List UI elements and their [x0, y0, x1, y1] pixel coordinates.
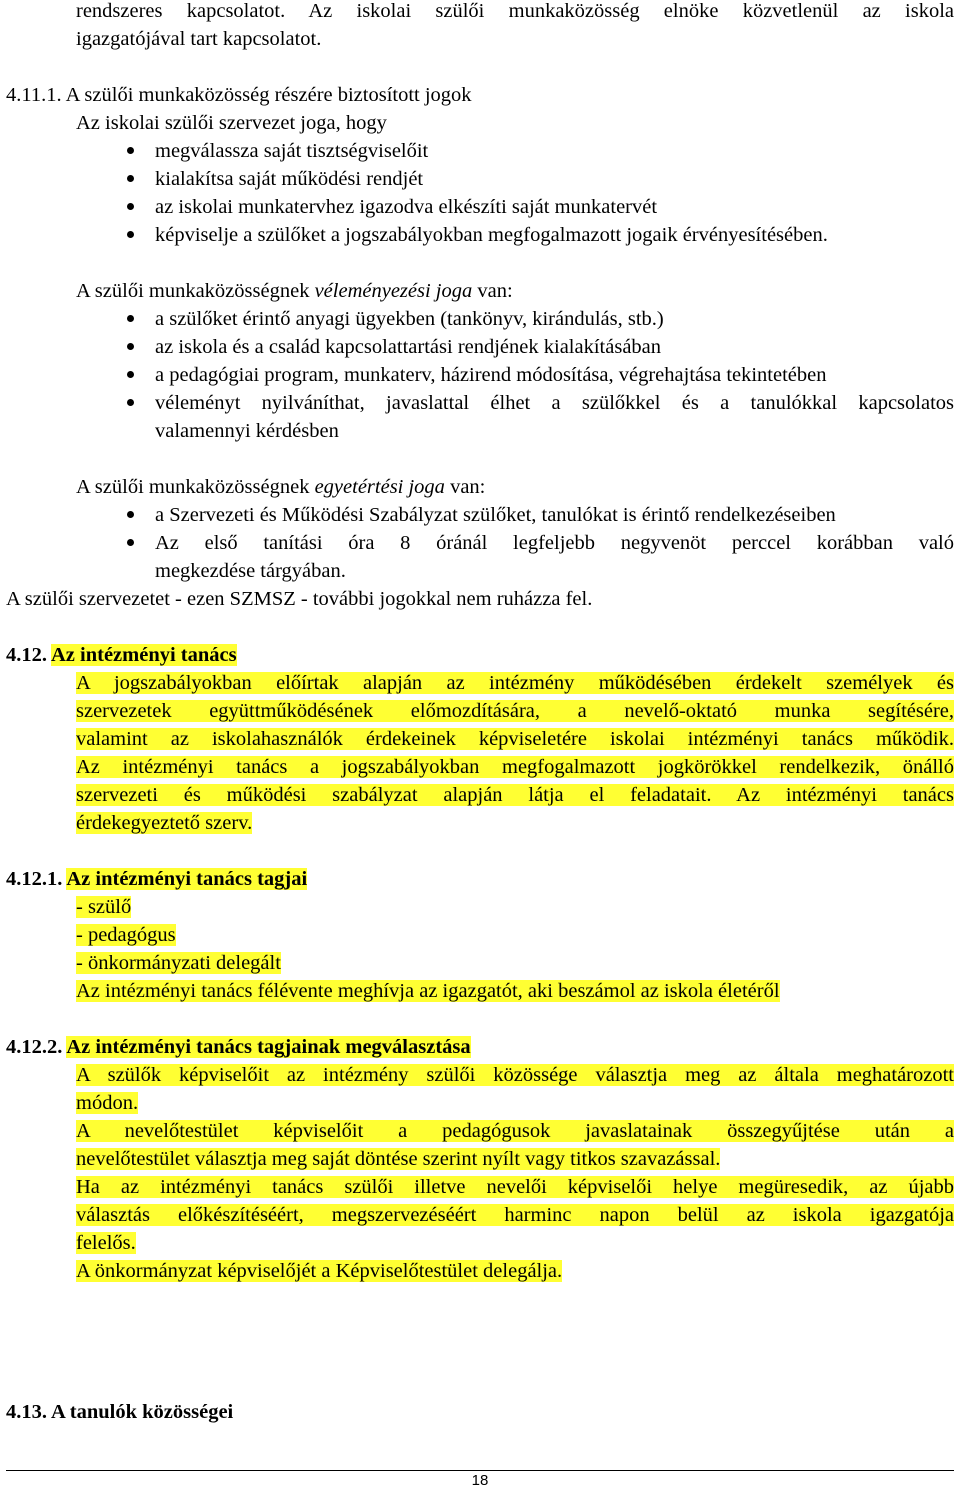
page-number: 18 [471, 1472, 489, 1489]
highlighted-text-line [76, 781, 954, 809]
highlighted-text-line [76, 977, 780, 1005]
highlighted-text: - pedagógus [76, 924, 176, 946]
list-item-continuation: valamennyi kérdésben [155, 420, 339, 442]
bullet-icon [127, 147, 134, 154]
highlighted-text: Ha az intézményi tanács szülői illetve nevelői képviselői helye megüresedik, az újabb [76, 1176, 954, 1198]
section-number: 4.12.2. [6, 1036, 63, 1058]
body-text-line: igazgatójával tart kapcsolatot. [76, 28, 322, 50]
list-item: kialakítsa saját működési rendjét [155, 168, 424, 190]
highlighted-text-line [76, 1201, 954, 1229]
section-heading-4-12 [6, 641, 237, 669]
highlighted-text: választás előkészítéséért, megszervezéséért harminc napon belül az iskola igazgatója [76, 1204, 954, 1226]
highlighted-text-line [76, 725, 954, 753]
paragraph-velemenyezesi-jog [76, 277, 513, 305]
member-line [76, 949, 281, 977]
section-number: 4.12. [6, 644, 47, 666]
highlighted-text-line [76, 809, 252, 837]
highlighted-text: valamint az iskolahasználók érdekeinek képviseletére iskolai intézményi tanács működik. [76, 728, 954, 750]
highlighted-text: A önkormányzat képviselőjét a Képviselőtestület delegálja. [76, 1260, 563, 1282]
highlighted-text-line [76, 669, 954, 697]
bullet-icon [127, 175, 134, 182]
highlighted-text-line [76, 1257, 562, 1285]
list-item: az iskolai munkatervhez igazodva elkészíti saját munkatervét [155, 196, 658, 218]
highlighted-text: A nevelőtestület képviselőit a pedagógusok javaslatainak összegyűjtése után a [76, 1120, 954, 1142]
emphasis: egyetértési joga [314, 476, 445, 498]
section-title: Az intézményi tanács tagjainak megválasztása [66, 1036, 471, 1058]
highlighted-text-line [76, 753, 954, 781]
list-item: a Szervezeti és Működési Szabályzat szülőket, tanulókat is érintő rendelkezéseiben [155, 504, 836, 526]
list-item: képviselje a szülőket a jogszabályokban megfogalmazott jogaik érvényesítésében. [155, 224, 828, 246]
list-item-continuation: megkezdése tárgyában. [155, 560, 346, 582]
bullet-icon [127, 203, 134, 210]
highlighted-text-line [76, 1173, 954, 1201]
bullet-icon [127, 231, 134, 238]
highlighted-text-line [76, 1089, 138, 1117]
highlighted-text: - szülő [76, 896, 132, 918]
emphasis: véleményezési joga [314, 280, 473, 302]
section-title: A tanulók közösségei [51, 1401, 234, 1423]
list-item: a szülőket érintő anyagi ügyekben (tankönyv, kirándulás, stb.) [155, 308, 664, 330]
section-heading-4-13 [6, 1398, 233, 1426]
footer-divider [6, 1470, 954, 1471]
closing-sentence: A szülői szervezetet - ezen SZMSZ - további jogokkal nem ruházza fel. [6, 588, 593, 610]
section-heading-4-11-1 [6, 81, 472, 109]
section-number: 4.13. [6, 1401, 47, 1423]
list-item: Az első tanítási óra 8 óránál legfeljebb negyvenöt perccel korábban való [155, 532, 954, 554]
bullet-icon [127, 315, 134, 322]
highlighted-text: - önkormányzati delegált [76, 952, 281, 974]
bullet-icon [127, 399, 134, 406]
section-title: A szülői munkaközösség részére biztosított jogok [65, 84, 472, 106]
highlighted-text: szervezeti és működési szabályzat alapján látja el feladatait. Az intézményi tanács [76, 784, 954, 806]
member-line [76, 921, 176, 949]
highlighted-text: Az intézményi tanács a jogszabályokban megfogalmazott jogkörökkel rendelkezik, önálló [76, 756, 954, 778]
highlighted-text: Az intézményi tanács félévente meghívja az igazgatót, aki beszámol az iskola életéről [76, 980, 780, 1002]
text-run: van: [444, 476, 486, 498]
text-run: A szülői munkaközösségnek [76, 280, 315, 302]
highlighted-text-line [76, 1229, 136, 1257]
bullet-icon [127, 511, 134, 518]
highlighted-text-line [76, 1061, 954, 1089]
highlighted-text: nevelőtestület választja meg saját döntése szerint nyílt vagy titkos szavazással. [76, 1148, 721, 1170]
paragraph-egyetertesi-jog [76, 473, 485, 501]
bullet-icon [127, 371, 134, 378]
section-heading-4-12-1 [6, 865, 307, 893]
highlighted-text: felelős. [76, 1232, 136, 1254]
text-run: van: [472, 280, 513, 302]
bullet-icon [127, 343, 134, 350]
section-number: 4.11.1. [6, 84, 62, 106]
highlighted-text: A szülők képviselőit az intézmény szülői közössége választja meg az általa meghatározott [76, 1064, 954, 1086]
highlighted-text: szervezetek együttműködésének előmozdítására, a nevelő-oktató munka segítésére, [76, 700, 954, 722]
highlighted-text-line [76, 1117, 954, 1145]
member-line [76, 893, 131, 921]
section-heading-4-12-2 [6, 1033, 471, 1061]
list-item: a pedagógiai program, munkaterv, házirend módosítása, végrehajtása tekintetében [155, 364, 827, 386]
bullet-icon [127, 539, 134, 546]
list-item: az iskola és a család kapcsolattartási rendjének kialakításában [155, 336, 662, 358]
paragraph-intro: Az iskolai szülői szervezet joga, hogy [76, 112, 387, 134]
section-title: Az intézményi tanács tagjai [66, 868, 308, 890]
list-item: megválassza saját tisztségviselőit [155, 140, 429, 162]
highlighted-text: érdekegyeztető szerv. [76, 812, 253, 834]
highlighted-text-line [76, 1145, 720, 1173]
highlighted-text: módon. [76, 1092, 139, 1114]
section-title: Az intézményi tanács [51, 644, 237, 666]
body-text-line: rendszeres kapcsolatot. Az iskolai szülői munkaközösség elnöke közvetlenül az iskola [76, 0, 954, 22]
highlighted-text-line [76, 697, 954, 725]
section-number: 4.12.1. [6, 868, 63, 890]
highlighted-text: A jogszabályokban előírtak alapján az intézmény működésében érdekelt személyek és [76, 672, 954, 694]
list-item: véleményt nyilváníthat, javaslattal élhet a szülőkkel és a tanulókkal kapcsolatos [155, 392, 954, 414]
text-run: A szülői munkaközösségnek [76, 476, 315, 498]
